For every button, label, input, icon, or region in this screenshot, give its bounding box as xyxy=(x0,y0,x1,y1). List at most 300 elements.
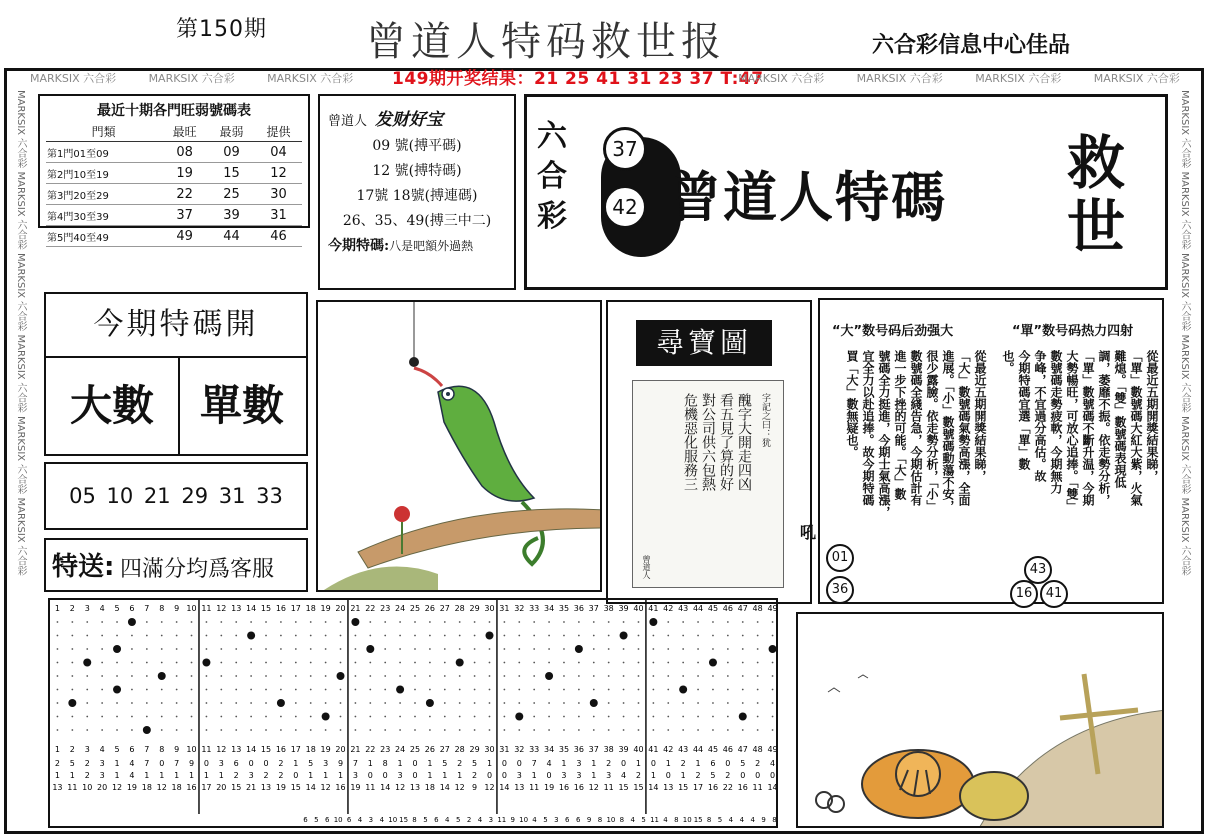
grid-dot xyxy=(772,675,774,677)
grid-mark xyxy=(202,659,210,667)
grid-dot xyxy=(757,648,759,650)
analysis-number-circle: 43 xyxy=(1024,556,1052,584)
grid-count: 15 xyxy=(633,783,644,792)
grid-header-number: 13 xyxy=(231,745,242,754)
grid-dot xyxy=(280,662,282,664)
grid-dot xyxy=(593,689,595,691)
grid-dot xyxy=(161,648,163,650)
odds-table-box xyxy=(38,94,310,244)
grid-dot xyxy=(682,702,684,704)
grid-dot xyxy=(459,635,461,637)
grid-dot xyxy=(206,648,208,650)
grid-header-number: 1 xyxy=(54,604,60,613)
grid-count: 1 xyxy=(54,771,60,780)
grid-dot xyxy=(474,702,476,704)
grid-dot xyxy=(101,729,103,731)
grid-header-number: 32 xyxy=(514,604,525,613)
grid-dot xyxy=(414,702,416,704)
col-header: 門類 xyxy=(46,122,161,142)
grid-count: 1 xyxy=(591,759,597,768)
grid-dot xyxy=(503,729,505,731)
grid-dot xyxy=(355,675,357,677)
grid-dot xyxy=(399,702,401,704)
grid-count: 7 xyxy=(144,759,150,768)
grid-dot xyxy=(235,635,237,637)
grid-bottom-count: 4 xyxy=(750,816,755,824)
grid-header-number: 22 xyxy=(365,745,376,754)
grid-dot xyxy=(757,635,759,637)
grid-count: 21 xyxy=(246,783,257,792)
tips-box xyxy=(318,94,516,290)
grid-dot xyxy=(191,729,193,731)
grid-dot xyxy=(57,689,59,691)
table-row: 第4門30至39 37 39 31 xyxy=(46,205,302,226)
grid-dot xyxy=(355,702,357,704)
special-pick-odd: 單數 xyxy=(199,381,284,430)
grid-dot xyxy=(563,635,565,637)
grid-header-number: 37 xyxy=(588,745,599,754)
grid-count: 1 xyxy=(144,771,150,780)
grid-count: 3 xyxy=(352,771,358,780)
grid-dot xyxy=(310,689,312,691)
grid-dot xyxy=(250,675,252,677)
grid-count: 1 xyxy=(561,759,567,768)
analysis-number-circle: 36 xyxy=(826,576,854,604)
grid-header-number: 20 xyxy=(335,604,346,613)
grid-header-number: 16 xyxy=(275,604,287,613)
grid-dot xyxy=(235,702,237,704)
grid-bottom-count: 5 xyxy=(455,816,461,824)
grid-count: 5 xyxy=(472,759,478,768)
grid-dot xyxy=(265,621,267,623)
grid-count: 3 xyxy=(576,759,582,768)
tiger-illustration xyxy=(796,612,1164,828)
grid-dot xyxy=(340,635,342,637)
grid-dot xyxy=(86,689,88,691)
grid-dot xyxy=(191,635,193,637)
poem-scroll xyxy=(632,380,784,588)
main-title: 曾道人特碼 xyxy=(667,165,947,229)
grid-dot xyxy=(667,716,669,718)
watermark-column-left: MARKSIX 六合彩 MARKSIX 六合彩 MARKSIX 六合彩 MARKSIX 六合彩 MARKSIX 六合彩 MARKSIX 六合彩 xyxy=(15,90,26,576)
grid-dot xyxy=(474,716,476,718)
grid-dot xyxy=(518,635,520,637)
grid-dot xyxy=(176,702,178,704)
grid-dot xyxy=(71,648,73,650)
grid-dot xyxy=(146,689,148,691)
tips-slogan: 发财好宝 xyxy=(375,110,444,130)
recommended-numbers: 05 10 21 29 31 33 xyxy=(44,462,308,530)
grid-dot xyxy=(742,689,744,691)
grid-dot xyxy=(623,675,625,677)
grid-dot xyxy=(429,716,431,718)
grid-mark xyxy=(366,645,374,653)
grid-dot xyxy=(638,729,640,731)
grid-dot xyxy=(682,716,684,718)
grid-dot xyxy=(608,702,610,704)
grid-dot xyxy=(161,621,163,623)
grid-dot xyxy=(161,716,163,718)
grid-dot xyxy=(667,675,669,677)
grid-dot xyxy=(444,648,446,650)
grid-mark xyxy=(113,686,121,694)
grid-dot xyxy=(355,662,357,664)
treasure-map-box xyxy=(606,300,812,604)
grid-count: 2 xyxy=(635,771,642,780)
tip-line: 26、35、49(搏三中二) xyxy=(342,213,492,229)
grid-dot xyxy=(399,648,401,650)
grid-dot xyxy=(340,729,342,731)
grid-count: 1 xyxy=(397,759,403,768)
grid-count: 3 xyxy=(516,771,522,780)
grid-dot xyxy=(384,621,386,623)
grid-header-number: 38 xyxy=(603,745,614,754)
grid-dot xyxy=(206,675,208,677)
grid-dot xyxy=(623,702,625,704)
grid-dot xyxy=(414,716,416,718)
grid-bottom-count: 8 xyxy=(772,816,777,824)
grid-bottom-count: 9 xyxy=(510,816,515,824)
masthead-subtitle: 六合彩信息中心佳品 xyxy=(872,33,1071,58)
grid-count: 12 xyxy=(320,783,331,792)
special-pick-box xyxy=(44,292,308,456)
grid-bottom-count: 2 xyxy=(466,816,472,824)
grid-dot xyxy=(176,635,178,637)
grid-header-number: 28 xyxy=(454,604,465,613)
grid-dot xyxy=(57,702,59,704)
grid-dot xyxy=(86,621,88,623)
grid-dot xyxy=(578,662,580,664)
grid-bottom-count: 8 xyxy=(619,816,625,824)
grid-dot xyxy=(712,716,714,718)
grid-dot xyxy=(399,675,401,677)
grid-dot xyxy=(280,675,282,677)
grid-dot xyxy=(86,702,88,704)
grid-dot xyxy=(429,648,431,650)
grid-dot xyxy=(161,635,163,637)
grid-dot xyxy=(310,716,312,718)
grid-count: 0 xyxy=(367,771,373,780)
grid-dot xyxy=(459,716,461,718)
masthead-title: 曾道人特码救世报 xyxy=(366,19,726,65)
grid-dot xyxy=(682,648,684,650)
grid-count: 12 xyxy=(588,783,599,792)
grid-dot xyxy=(310,702,312,704)
grid-count: 17 xyxy=(201,783,212,792)
grid-count: 13 xyxy=(52,783,63,792)
special-pick-big: 大數 xyxy=(46,356,180,456)
lhc-label: 六 合 彩 xyxy=(537,119,567,234)
grid-dot xyxy=(206,635,208,637)
grid-mark xyxy=(83,659,91,667)
grid-dot xyxy=(206,689,208,691)
grid-dot xyxy=(57,716,59,718)
grid-dot xyxy=(116,675,118,677)
grid-dot xyxy=(697,702,699,704)
grid-dot xyxy=(444,716,446,718)
grid-dot xyxy=(667,662,669,664)
grid-dot xyxy=(533,635,535,637)
grid-count: 12 xyxy=(156,783,167,792)
grid-header-number: 19 xyxy=(320,745,331,754)
grid-dot xyxy=(146,648,148,650)
grid-dot xyxy=(533,675,535,677)
grid-dot xyxy=(474,729,476,731)
grid-dot xyxy=(235,716,237,718)
grid-bottom-count: 8 xyxy=(412,816,417,824)
grid-dot xyxy=(727,689,729,691)
grid-dot xyxy=(369,675,371,677)
grid-count: 1 xyxy=(114,771,120,780)
grid-bottom-count: 6 xyxy=(325,816,330,824)
grid-dot xyxy=(444,729,446,731)
grid-dot xyxy=(131,662,133,664)
grid-dot xyxy=(682,662,684,664)
grid-dot xyxy=(578,675,580,677)
grid-mark xyxy=(322,713,330,721)
tip-line: 09 號(搏平碼) xyxy=(372,138,462,154)
grid-header-number: 6 xyxy=(129,604,135,613)
grid-dot xyxy=(355,689,357,691)
trend-grid-graphic xyxy=(50,600,778,828)
grid-count: 13 xyxy=(409,783,421,792)
grid-dot xyxy=(340,716,342,718)
grid-dot xyxy=(176,716,178,718)
grid-count: 11 xyxy=(752,783,763,792)
grid-count: 1 xyxy=(218,771,224,780)
grid-dot xyxy=(310,729,312,731)
grid-dot xyxy=(474,675,476,677)
grid-dot xyxy=(429,621,431,623)
grid-count: 5 xyxy=(710,771,716,780)
grid-header-number: 17 xyxy=(290,604,301,613)
grid-dot xyxy=(667,621,669,623)
grid-dot xyxy=(697,729,699,731)
grid-count: 7 xyxy=(531,759,537,768)
grid-dot xyxy=(548,716,550,718)
grid-count: 6 xyxy=(233,759,239,768)
grid-dot xyxy=(310,621,312,623)
grid-dot xyxy=(176,621,178,623)
grid-dot xyxy=(206,702,208,704)
grid-bottom-count: 4 xyxy=(663,816,668,824)
grid-dot xyxy=(608,635,610,637)
grid-dot xyxy=(235,689,237,691)
grid-count: 16 xyxy=(335,783,346,792)
grid-count: 22 xyxy=(722,783,733,792)
grid-dot xyxy=(578,729,580,731)
grid-dot xyxy=(489,702,491,704)
grid-count: 1 xyxy=(323,771,329,780)
grid-header-number: 32 xyxy=(514,745,525,754)
grid-dot xyxy=(444,689,446,691)
analysis-number-circle: 16 xyxy=(1010,580,1038,608)
col-header: 提供 xyxy=(255,122,302,142)
grid-dot xyxy=(250,662,252,664)
table-row: 第2門10至19 19 15 12 xyxy=(46,163,302,184)
grid-count: 1 xyxy=(442,771,448,780)
grid-dot xyxy=(623,689,625,691)
grid-header-number: 3 xyxy=(84,604,90,613)
grid-dot xyxy=(399,621,401,623)
grid-dot xyxy=(220,716,222,718)
grid-header-number: 25 xyxy=(409,745,421,754)
grid-mark xyxy=(337,672,345,680)
grid-dot xyxy=(146,662,148,664)
grid-dot xyxy=(384,716,386,718)
grid-count: 15 xyxy=(290,783,301,792)
analysis-number-circle: 01 xyxy=(826,544,854,572)
grid-header-number: 43 xyxy=(678,604,689,613)
grid-dot xyxy=(220,635,222,637)
grid-count: 3 xyxy=(99,759,105,768)
watermark: MARKSIX 六合彩 xyxy=(1093,72,1180,85)
grid-dot xyxy=(71,662,73,664)
grid-count: 13 xyxy=(260,783,272,792)
grid-header-number: 11 xyxy=(201,604,212,613)
grid-dot xyxy=(295,702,297,704)
grid-count: 15 xyxy=(618,783,629,792)
grid-dot xyxy=(772,729,774,731)
grid-dot xyxy=(176,689,178,691)
grid-header-number: 22 xyxy=(365,604,376,613)
grid-count: 1 xyxy=(695,759,701,768)
grid-dot xyxy=(71,689,73,691)
grid-dot xyxy=(220,729,222,731)
grid-count: 7 xyxy=(174,759,180,768)
grid-header-number: 15 xyxy=(260,604,272,613)
grid-dot xyxy=(489,662,491,664)
grid-bottom-count: 8 xyxy=(674,816,679,824)
grid-dot xyxy=(533,662,535,664)
grid-dot xyxy=(548,729,550,731)
grid-dot xyxy=(667,635,669,637)
grid-count: 14 xyxy=(499,783,510,792)
grid-count: 1 xyxy=(635,759,642,768)
grid-dot xyxy=(131,648,133,650)
grid-dot xyxy=(414,648,416,650)
grid-dot xyxy=(325,675,327,677)
grid-header-number: 47 xyxy=(737,745,748,754)
grid-count: 3 xyxy=(606,771,612,780)
grid-dot xyxy=(727,648,729,650)
grid-dot xyxy=(191,675,193,677)
grid-header-number: 31 xyxy=(499,745,510,754)
grid-mark xyxy=(351,618,359,626)
grid-header-number: 30 xyxy=(484,604,495,613)
grid-dot xyxy=(325,702,327,704)
grid-dot xyxy=(191,621,193,623)
grid-dot xyxy=(593,648,595,650)
grid-dot xyxy=(71,675,73,677)
grid-dot xyxy=(593,716,595,718)
grid-dot xyxy=(265,662,267,664)
grid-dot xyxy=(429,675,431,677)
grid-dot xyxy=(444,675,446,677)
grid-dot xyxy=(280,689,282,691)
grid-dot xyxy=(340,621,342,623)
analysis-column-big: 從最近五期開獎結果睇， 「大」數號碼氣勢高漲，全面 進展。「小」數號碼動蕩不安， 很少露臉。依走勢分析，「小」 數號碼全綫告急，今期估計有 進一步下挫的可能。「大」數 號碼全力挺進，今期士氣高漲， 宜全力以赴追捧。故今期特碼 買「大」數無疑也。 xyxy=(845,350,987,518)
grid-header-number: 28 xyxy=(454,745,465,754)
grid-dot xyxy=(593,675,595,677)
grid-dot xyxy=(772,716,774,718)
grid-count: 4 xyxy=(129,771,135,780)
grid-dot xyxy=(325,662,327,664)
grid-dot xyxy=(265,675,267,677)
grid-bottom-count: 4 xyxy=(532,816,537,824)
grid-header-number: 48 xyxy=(752,745,763,754)
grid-dot xyxy=(295,635,297,637)
grid-dot xyxy=(414,689,416,691)
grid-count: 20 xyxy=(97,783,108,792)
grid-count: 16 xyxy=(558,783,570,792)
table-row: 第1門01至09 08 09 04 xyxy=(46,142,302,163)
tips-special xyxy=(328,235,506,255)
grid-dot xyxy=(86,648,88,650)
grid-bottom-count: 15 xyxy=(399,816,409,824)
grid-mark xyxy=(679,686,687,694)
grid-count: 3 xyxy=(397,771,403,780)
grid-header-number: 44 xyxy=(692,604,704,613)
grid-mark xyxy=(620,632,628,640)
grid-dot xyxy=(697,635,699,637)
grid-dot xyxy=(667,689,669,691)
grid-dot xyxy=(369,621,371,623)
grid-header-number: 13 xyxy=(231,604,242,613)
grid-count: 16 xyxy=(573,783,584,792)
grid-header-number: 10 xyxy=(186,745,197,754)
poem-signature: 曾道人 xyxy=(642,555,651,579)
grid-dot xyxy=(146,702,148,704)
title-box xyxy=(524,94,1168,290)
grid-count: 8 xyxy=(382,759,388,768)
grid-count: 17 xyxy=(692,783,704,792)
grid-dot xyxy=(176,729,178,731)
grid-dot xyxy=(623,621,625,623)
grid-dot xyxy=(131,729,133,731)
grid-dot xyxy=(548,621,550,623)
odds-table-title: 最近十期各門旺弱號碼表 xyxy=(97,103,251,119)
grid-count: 12 xyxy=(454,783,465,792)
grid-mark xyxy=(68,699,76,707)
grid-dot xyxy=(355,648,357,650)
grid-dot xyxy=(250,702,252,704)
gift-label: 特送: xyxy=(52,552,115,582)
grid-dot xyxy=(399,716,401,718)
grid-header-number: 23 xyxy=(380,604,391,613)
grid-dot xyxy=(101,702,103,704)
grid-header-number: 24 xyxy=(395,604,406,613)
grid-bottom-count: 10 xyxy=(682,816,692,824)
grid-dot xyxy=(638,648,640,650)
grid-dot xyxy=(161,662,163,664)
grid-mark xyxy=(396,686,404,694)
grid-count: 3 xyxy=(576,771,582,780)
grid-dot xyxy=(563,675,565,677)
grid-dot xyxy=(712,689,714,691)
grid-count: 2 xyxy=(606,759,612,768)
grid-dot xyxy=(280,729,282,731)
grid-header-number: 27 xyxy=(439,604,450,613)
grid-count: 16 xyxy=(707,783,719,792)
grid-dot xyxy=(220,675,222,677)
grid-dot xyxy=(355,729,357,731)
grid-count: 1 xyxy=(367,759,373,768)
grid-mark xyxy=(456,659,464,667)
grid-dot xyxy=(563,648,565,650)
grid-count: 3 xyxy=(99,771,105,780)
grid-dot xyxy=(220,702,222,704)
